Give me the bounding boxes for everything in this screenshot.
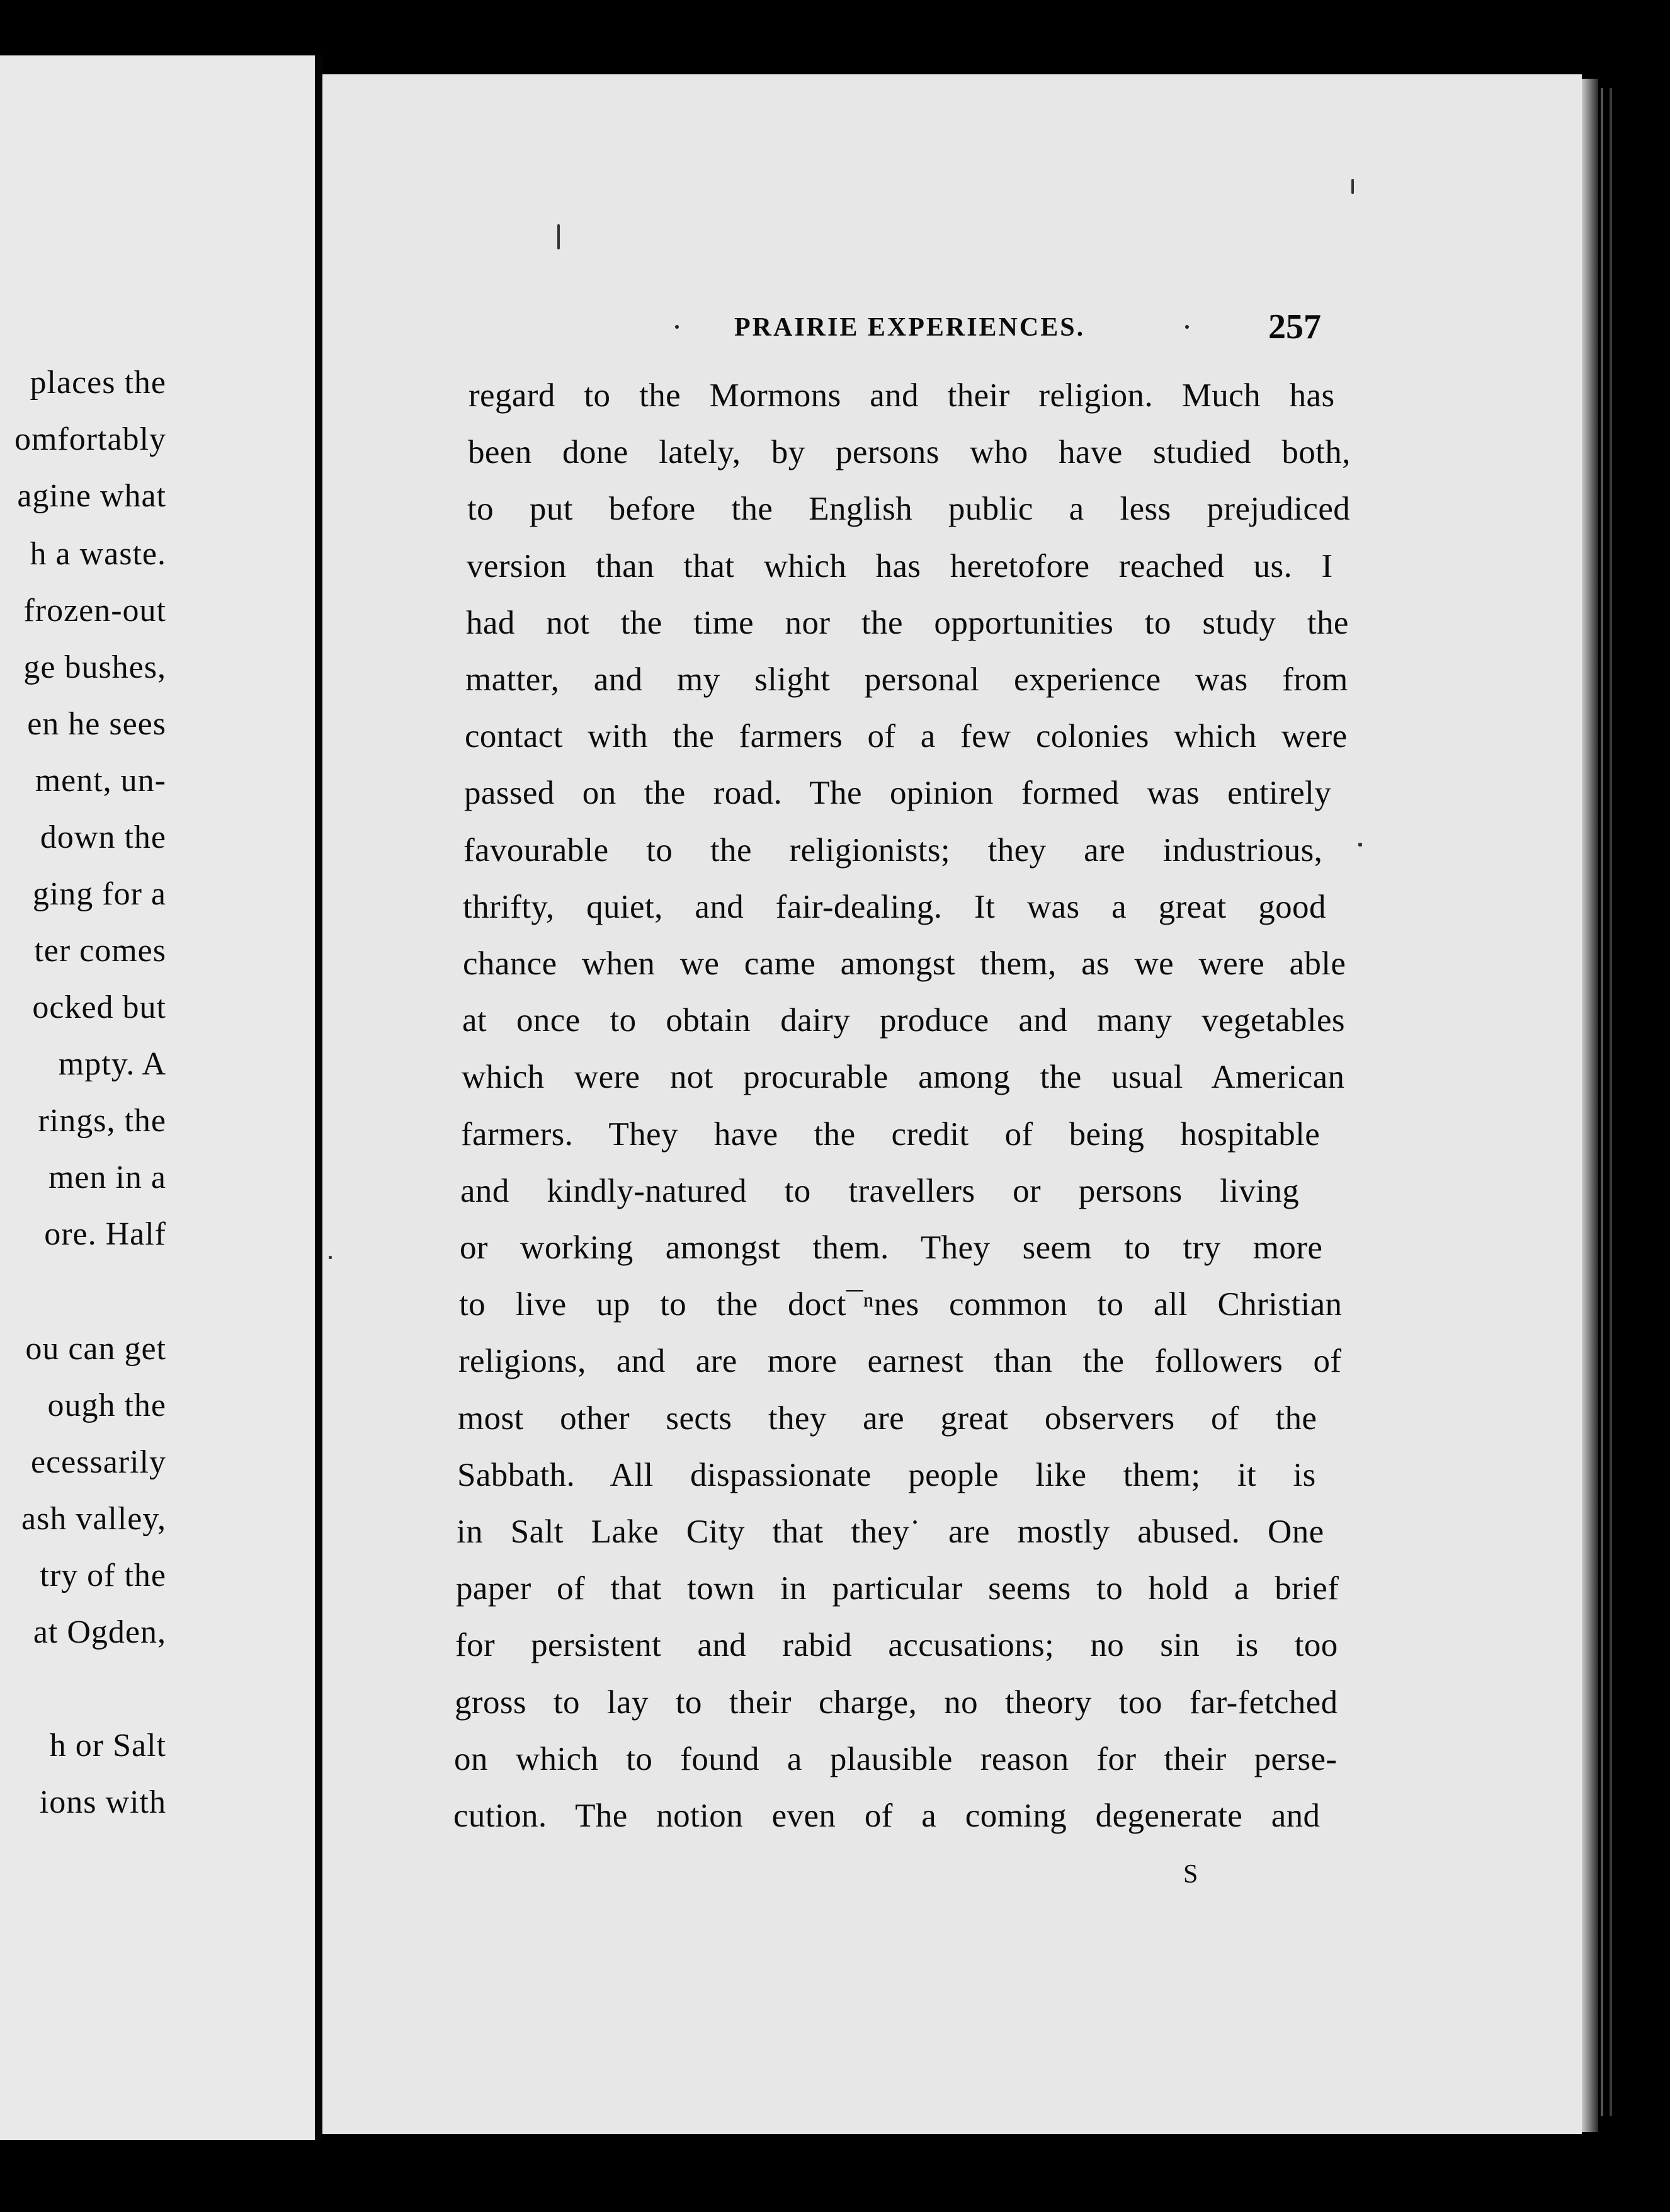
body-line: religions, and are more earnest than the followers of xyxy=(458,1343,1342,1379)
body-line: been done lately, by persons who have studied both, xyxy=(468,434,1351,470)
left-page-line: ore. Half xyxy=(44,1216,166,1252)
page-edge-line xyxy=(1601,88,1603,2116)
left-page-line: ough the xyxy=(47,1388,166,1423)
left-page-line: h a waste. xyxy=(30,536,166,572)
left-page-line: ter comes xyxy=(34,933,166,969)
page-edge xyxy=(1582,79,1598,2132)
body-line: most other sects they are great observers of the xyxy=(458,1400,1317,1437)
body-line: version than that which has heretofore reached us. I xyxy=(467,548,1333,584)
body-line: in Salt Lake City that they˙ are mostly abused. One xyxy=(457,1514,1324,1550)
margin-speck xyxy=(1351,179,1354,194)
body-line: chance when we came amongst them, as we were able xyxy=(463,945,1346,982)
body-line: had not the time nor the opportunities to study the xyxy=(466,605,1349,641)
margin-speck xyxy=(1358,843,1362,847)
body-line: passed on the road. The opinion formed was entirely xyxy=(464,775,1332,811)
body-line: Sabbath. All dispassionate people like them; it is xyxy=(457,1457,1316,1493)
left-page-line: mpty. A xyxy=(58,1046,166,1082)
left-page-line: try of the xyxy=(40,1558,166,1593)
body-line: to put before the English public a less prejudiced xyxy=(467,491,1351,527)
left-page-line: places the xyxy=(30,365,166,401)
left-page-line: omfortably xyxy=(14,421,166,457)
body-line: gross to lay to their charge, no theory too far-fetched xyxy=(455,1684,1338,1721)
body-line: at once to obtain dairy produce and many vegetables xyxy=(462,1002,1345,1039)
body-line: paper of that town in particular seems to hold a brief xyxy=(456,1570,1339,1607)
signature-mark: S xyxy=(1183,1860,1198,1889)
body-line: for persistent and rabid accusations; no sin is too xyxy=(455,1627,1338,1663)
left-page-line: frozen-out xyxy=(23,593,166,629)
margin-speck xyxy=(557,224,560,249)
left-page-line: ocked but xyxy=(32,989,166,1025)
body-text xyxy=(322,74,1582,2134)
running-head: PRAIRIE EXPERIENCES. xyxy=(734,313,1086,342)
left-page-line: at Ogden, xyxy=(33,1614,166,1650)
left-page-line: ou can get xyxy=(25,1331,166,1367)
body-line: cution. The notion even of a coming degenerate and xyxy=(453,1798,1321,1834)
left-page-line: en he sees xyxy=(27,706,166,742)
body-line: or working amongst them. They seem to try more xyxy=(460,1229,1323,1266)
body-line: to live up to the doct¯ⁿnes common to all Christian xyxy=(459,1286,1343,1323)
body-line: matter, and my slight personal experience was from xyxy=(465,661,1348,698)
left-page-line: h or Salt xyxy=(49,1728,166,1764)
left-page-line: rings, the xyxy=(38,1103,166,1139)
left-page-line: ge bushes, xyxy=(23,649,166,685)
margin-speck xyxy=(329,1256,332,1259)
right-page xyxy=(322,74,1582,2134)
body-line: favourable to the religionists; they are industrious, xyxy=(463,832,1323,869)
left-page-line: ment, un- xyxy=(35,763,166,799)
left-page-line: ecessarily xyxy=(30,1444,166,1480)
left-page xyxy=(0,55,315,2140)
page-number: 257 xyxy=(1268,307,1321,346)
left-page-line: down the xyxy=(40,819,166,855)
body-line: which were not procurable among the usual American xyxy=(462,1059,1345,1095)
book-gutter xyxy=(315,55,322,2140)
body-line: contact with the farmers of a few colonies which were xyxy=(465,718,1348,755)
page-edge-line xyxy=(1610,88,1612,2116)
left-page-line: ions with xyxy=(39,1784,166,1820)
body-line: thrifty, quiet, and fair-dealing. It was a great good xyxy=(463,889,1326,925)
left-page-line: ging for a xyxy=(32,876,166,912)
left-page-line: agine what xyxy=(17,478,166,514)
body-line: on which to found a plausible reason for their perse- xyxy=(454,1741,1338,1777)
body-line: and kindly-natured to travellers or persons living xyxy=(460,1173,1300,1209)
left-page-line: ash valley, xyxy=(21,1501,166,1537)
left-page-line: men in a xyxy=(48,1160,166,1195)
body-line: regard to the Mormons and their religion. Much has xyxy=(469,377,1335,414)
body-line: farmers. They have the credit of being hospitable xyxy=(461,1116,1321,1153)
